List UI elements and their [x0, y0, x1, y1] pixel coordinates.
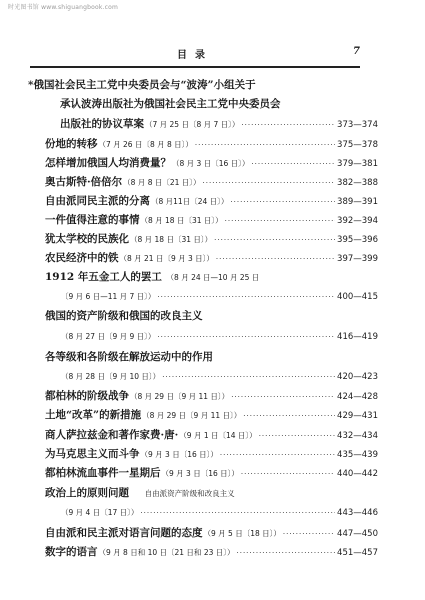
leader-dots: [216, 252, 335, 266]
toc-entry: [45, 428, 378, 442]
toc-entry-pages: 397—399: [337, 254, 378, 264]
toc-entry: [45, 447, 378, 461]
toc-entry-title: 土地“改革”的新措施: [45, 409, 142, 421]
leader-dots: [251, 157, 335, 171]
toc-entry: [45, 466, 378, 480]
toc-entry-pages: 400—415: [337, 292, 378, 302]
toc-entry-pages: 382—388: [337, 178, 378, 188]
toc-entry: [45, 545, 378, 559]
toc-entry-pages: 420—423: [337, 372, 378, 382]
toc-entry-title: 政治上的原则问题: [45, 487, 129, 499]
toc-entry-date: （8 月 18 日〔31 日〕）: [140, 216, 223, 225]
toc-entry-date: （7 月 25 日〔8 月 7 日〕）: [145, 120, 240, 129]
toc-entry-pages: 389—391: [337, 197, 378, 207]
toc-entry-line: [45, 270, 378, 284]
toc-entry-line: [45, 486, 378, 500]
toc-entry-date: （8 月 24 日—10 月 25 日: [166, 273, 260, 282]
toc-entry-title: 怎样增加俄国人均消费量？: [45, 157, 171, 169]
toc-entry-date: （9 月 3 日〔16 日〕）: [140, 450, 218, 459]
toc-entry-title: 自由派同民主派的分离: [45, 195, 150, 207]
toc-entry-pages: 440—442: [337, 469, 378, 479]
leader-dots: [157, 330, 335, 344]
toc-entry-date: （9 月 3 日〔16 日〕）: [161, 469, 239, 478]
toc-entry-date: （8 月 3 日〔16 日〕）: [172, 159, 250, 168]
toc-entry-pages: 435—439: [337, 450, 378, 460]
toc-entry-date: （8 月11日〔24 日〕）: [151, 197, 229, 206]
leader-dots: [283, 527, 335, 541]
leader-dots: [214, 233, 335, 247]
toc-entry-title: 俄国的资产阶级和俄国的改良主义: [45, 310, 203, 322]
toc-entry: [60, 117, 378, 131]
leader-dots: [230, 195, 335, 209]
leader-dots: [237, 546, 336, 560]
toc-entry: [45, 408, 378, 422]
leader-dots: [140, 506, 335, 520]
toc-entry-date: （8 月 21 日〔9 月 3 日〕）: [119, 254, 214, 263]
toc-entry-pages: 447—450: [337, 529, 378, 539]
leader-dots: [225, 214, 335, 228]
toc-entry: [45, 194, 378, 208]
leader-dots: [231, 390, 335, 404]
toc-entry: [60, 506, 378, 520]
toc-entry-date: （8 月 27 日〔9 月 9 日〕）: [61, 332, 156, 341]
toc-entry: [60, 370, 378, 384]
toc-entry: [45, 251, 378, 265]
toc-entry-title: 都柏林的阶级战争: [45, 390, 129, 402]
toc-entry-date: （7 月 26 日〔8 月 8 日〕）: [98, 140, 193, 149]
leader-dots: [241, 467, 335, 481]
toc-entry: [45, 175, 378, 189]
leader-dots: [243, 409, 335, 423]
toc-entry-line: [28, 78, 378, 92]
toc-entry-line: [45, 309, 378, 323]
toc-entry-line: [60, 97, 378, 111]
toc-entry-date: （9 月 8 日和 10 日〔21 日和 23 日〕）: [98, 548, 235, 557]
toc-entry-title: 都柏林流血事件一星期后: [45, 467, 161, 479]
leader-dots: [157, 290, 335, 304]
toc-entry: [45, 213, 378, 227]
page-title: 目录: [177, 50, 213, 61]
toc-entry-title: 出版社的协议草案: [60, 118, 144, 130]
toc-entry-title: *俄国社会民主工党中央委员会与“波涛”小组关于: [28, 79, 256, 91]
toc-entry-pages: 451—457: [337, 548, 378, 558]
leader-dots: [203, 176, 336, 190]
toc-entry-line: [45, 350, 378, 364]
toc-entry-pages: 373—374: [337, 120, 378, 130]
toc-entry-date: （9 月 5 日〔18 日〕）: [203, 529, 281, 538]
toc-entry-pages: 443—446: [337, 508, 378, 518]
toc-entry-pages: 432—434: [337, 431, 378, 441]
toc-entry-date: （8 月 28 日〔9 月 10 日〕）: [61, 372, 161, 381]
toc-entry-pages: 424—428: [337, 392, 378, 402]
toc-entry-title: 犹太学校的民族化: [45, 233, 129, 245]
toc-entry-pages: 429—431: [337, 411, 378, 421]
toc-entry-pages: 416—419: [337, 332, 378, 342]
leader-dots: [220, 448, 335, 462]
toc-entry-title: 奥古斯特·倍倍尔: [45, 176, 123, 188]
toc-entry-date: （8 月 18 日〔31 日〕）: [130, 235, 213, 244]
toc-entry-date: 〔9 月 6 日—11 月 7 日〕）: [61, 292, 156, 301]
toc-entry-title: 1912 年五金工人的罢工: [45, 271, 162, 283]
leader-dots: [162, 370, 335, 384]
page-number: 7: [353, 46, 360, 57]
toc-entry: [45, 156, 378, 170]
toc-entry-date: （9 月 1 日〔14 日〕）: [179, 431, 257, 440]
leader-dots: [195, 138, 335, 152]
toc-entry-date: （8 月 29 日〔9 月 11 日〕）: [142, 411, 242, 420]
toc-entry-title: 为马克思主义而斗争: [45, 448, 140, 460]
toc-entry-title: 农民经济中的铁: [45, 252, 119, 264]
toc-entry-date: （8 月 8 日〔21 日〕）: [123, 178, 201, 187]
toc-entry: [60, 330, 378, 344]
toc-entry-pages: 379—381: [337, 159, 378, 169]
watermark: 时光图书馆 www.shiguangbook.com: [8, 4, 119, 11]
toc-entry-title: 自由派和民主派对语言问题的态度: [45, 527, 203, 539]
toc-entry: [45, 232, 378, 246]
toc-entry-title: 数字的语言: [45, 546, 98, 558]
toc-entry-title: 各等级和各阶级在解放运动中的作用: [45, 351, 213, 363]
toc-entry: [45, 137, 378, 151]
toc-entry: [45, 389, 378, 403]
toc-entry-pages: 395—396: [337, 235, 378, 245]
leader-dots: [241, 118, 335, 132]
toc-entry-date: （9 月 4 日〔17 日〕）: [61, 508, 139, 517]
toc-entry-title: 承认波涛出版社为俄国社会民主工党中央委员会: [60, 98, 281, 110]
toc-entry: [60, 290, 378, 304]
toc-entry-title: 份地的转移: [45, 138, 98, 150]
toc-entry-title: 商人萨拉兹金和著作家费·唐·: [45, 429, 179, 441]
leader-dots: [259, 429, 335, 443]
toc-entry: [45, 526, 378, 540]
toc-entry-subtitle: 自由派资产阶级和改良主义: [144, 489, 235, 498]
toc-entry-pages: 392—394: [337, 216, 378, 226]
toc-entry-pages: 375—378: [337, 140, 378, 150]
toc-entry-title: 一件值得注意的事情: [45, 214, 140, 226]
toc-entry-date: （8 月 29 日〔9 月 11 日〕）: [130, 392, 230, 401]
